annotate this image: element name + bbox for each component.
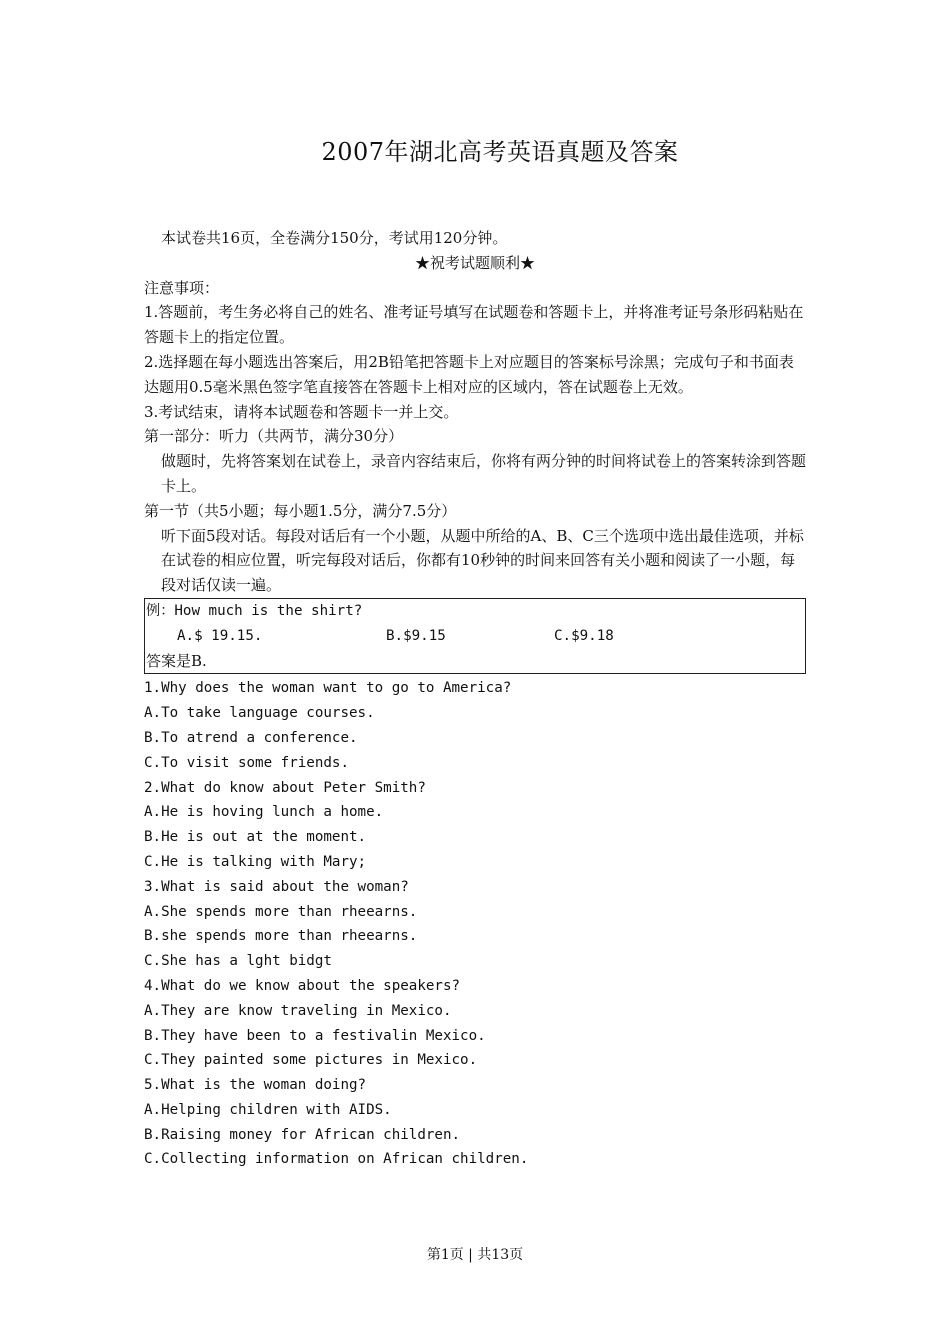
question-list bbox=[144, 676, 806, 1172]
question-5: 5.What is the woman doing? bbox=[144, 1077, 367, 1094]
question-4-option-c: C.They painted some pictures in Mexico. bbox=[144, 1052, 478, 1069]
notice-heading: 注意事项： bbox=[144, 278, 220, 297]
question-4-option-b: B.They have been to a festivalin Mexico. bbox=[144, 1027, 486, 1044]
page-footer: 第1页 | 共13页 bbox=[426, 1247, 524, 1263]
notice-item-2: 2.选择题在每小题选出答案后，用2B铅笔把答题卡上对应题目的答案标号涂黑；完成句子和书面表达题用0.5毫米黑色签字笔直接答在答题卡上相对应的区域内，答在试题卷上无效。 bbox=[144, 352, 794, 396]
question-2: 2.What do know about Peter Smith? bbox=[144, 779, 426, 796]
question-4-option-a: A.They are know traveling in Mexico. bbox=[144, 1002, 452, 1019]
example-option-a: A.$ 19.15. bbox=[177, 627, 263, 644]
question-1-option-b: B.To atrend a conference. bbox=[144, 729, 358, 746]
question-2-option-c: C.He is talking with Mary; bbox=[144, 853, 367, 870]
question-1-option-a: A.To take language courses. bbox=[144, 705, 375, 722]
blessing-text: ★祝考试题顺利★ bbox=[414, 253, 535, 272]
question-5-option-a: A.Helping children with AIDS. bbox=[144, 1101, 392, 1118]
example-option-c: C.$9.18 bbox=[554, 627, 614, 644]
example-answer: 答案是B. bbox=[146, 651, 207, 670]
example-box bbox=[144, 598, 806, 674]
example-options bbox=[145, 624, 805, 649]
question-4: 4.What do we know about the speakers? bbox=[144, 977, 461, 994]
question-2-option-b: B.He is out at the moment. bbox=[144, 829, 367, 846]
question-1-option-c: C.To visit some friends. bbox=[144, 754, 349, 771]
question-5-option-b: B.Raising money for African children. bbox=[144, 1126, 461, 1143]
notice-item-1: 1.答题前，考生务必将自己的姓名、准考证号填写在试题卷和答题卡上，并将准考证号条形码粘贴在答题卡上的指定位置。 bbox=[144, 303, 804, 347]
page-title: 2007年湖北高考英语真题及答案 bbox=[321, 138, 679, 166]
exam-content bbox=[144, 226, 806, 1172]
notice-item-3: 3.考试结束，请将本试题卷和答题卡一并上交。 bbox=[144, 402, 459, 421]
question-2-option-a: A.He is hoving lunch a home. bbox=[144, 804, 384, 821]
intro-text: 本试卷共16页，全卷满分150分，考试用120分钟。 bbox=[161, 229, 508, 247]
section1-heading: 第一节（共5小题；每小题1.5分，满分7.5分） bbox=[144, 501, 457, 520]
question-1: 1.Why does the woman want to go to America? bbox=[144, 680, 512, 697]
question-3-option-b: B.she spends more than rheearns. bbox=[144, 928, 418, 945]
question-3: 3.What is said about the woman? bbox=[144, 878, 409, 895]
example-question: 例：How much is the shirt? bbox=[146, 602, 363, 619]
part1-heading: 第一部分：听力（共两节，满分30分） bbox=[144, 427, 404, 446]
question-3-option-c: C.She has a lght bidgt bbox=[144, 953, 332, 970]
question-3-option-a: A.She spends more than rheearns. bbox=[144, 903, 418, 920]
part1-description: 做题时，先将答案划在试卷上，录音内容结束后，你将有两分钟的时间将试卷上的答案转涂到答题卡上。 bbox=[161, 452, 807, 495]
section1-description: 听下面5段对话。每段对话后有一个小题，从题中所给的A、B、C三个选项中选出最佳选项，并标在试卷的相应位置，听完每段对话后，你都有10秒钟的时间来回答有关小题和阅读了一小题，每段对话仅读一遍。 bbox=[161, 526, 804, 595]
example-option-b: B.$9.15 bbox=[386, 627, 446, 644]
question-5-option-c: C.Collecting information on African children. bbox=[144, 1151, 529, 1168]
